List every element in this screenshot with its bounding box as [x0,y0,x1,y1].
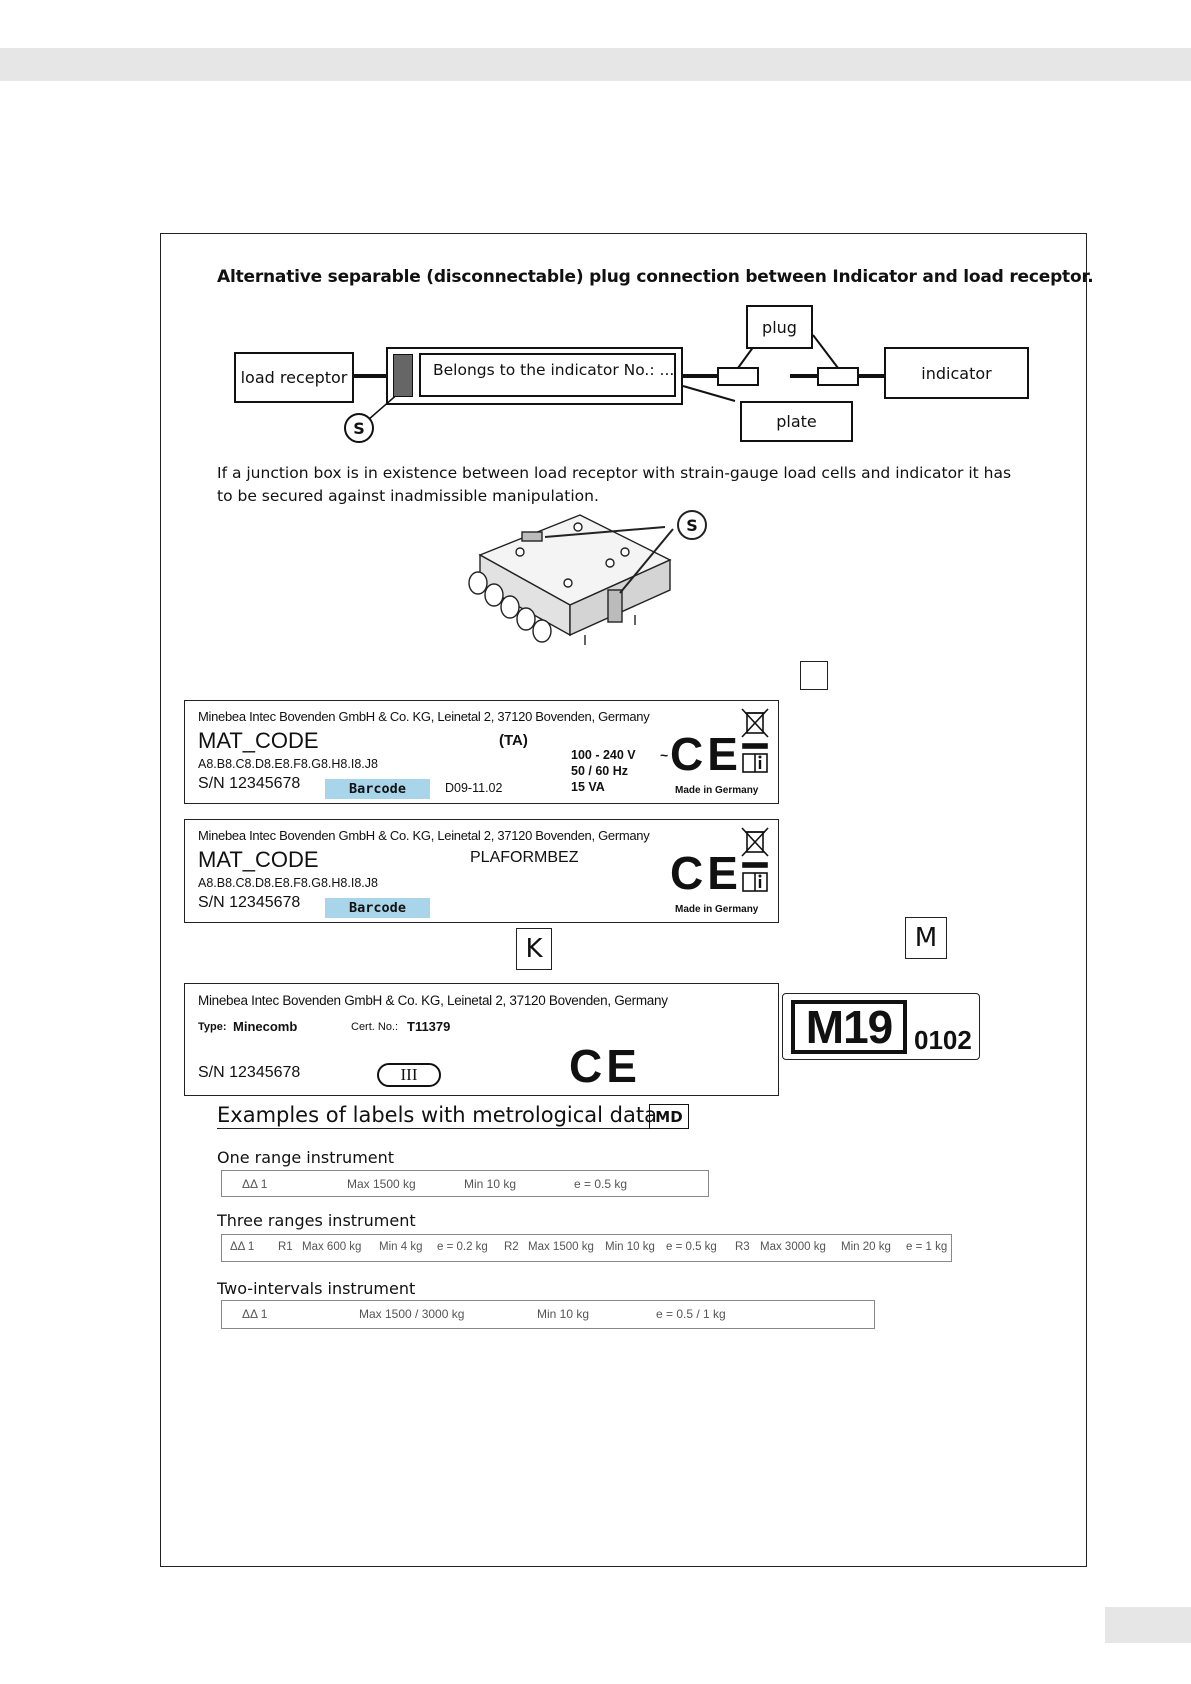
diagram-heading: Alternative separable (disconnectable) plug connection between Indicator and load receptor. [217,267,1094,287]
notified-body-number: 0102 [914,1025,972,1055]
belongs-to-text: Belongs to the indicator No.: ... [419,353,676,397]
marker-k: K [516,928,552,970]
one-range-strip [221,1170,709,1197]
weee-icon [738,826,772,892]
indicator-plate-box [386,347,683,405]
two-intervals-title: Two-intervals instrument [217,1279,416,1298]
cable-gland [533,620,551,642]
cable-gland [517,608,535,630]
material-codes: A8.B8.C8.D8.E8.F8.G8.H8.I8.J8 [198,757,378,771]
ce-mark: CE [670,728,742,780]
barcode-field: Barcode [325,779,430,799]
type-label-platform [184,819,779,923]
weighing-symbol: ΔΔ 1 [242,1177,268,1191]
md-badge: MD [649,1104,689,1129]
max-capacity: Max 1500 kg [528,1241,594,1253]
junction-box-note: If a junction box is in existence between load receptor with strain-gauge load cells and indicator it has to be secured against inadmissible manipulation. [217,464,1012,505]
type-label-minecomb [184,983,779,1096]
min-capacity: Min 10 kg [537,1307,590,1321]
screw [574,523,582,531]
examples-heading: Examples of labels with metrological data [217,1103,657,1127]
plate-label: plate [740,401,853,442]
mat-code: MAT_CODE [198,847,319,872]
type-value: Minecomb [233,1019,298,1034]
serial-number: S/N 12345678 [198,775,301,792]
screw [564,579,572,587]
ce-mark: CE [569,1040,641,1092]
marker-m: M [905,917,947,959]
load-receptor-box: load receptor [234,352,354,403]
type-label-indicator [184,700,779,804]
min-capacity: Min 20 kg [841,1241,891,1253]
serial-number: S/N 12345678 [198,894,301,911]
manufacturer-text: Minebea Intec Bovenden GmbH & Co. KG, Leinetal 2, 37120 Bovenden, Germany [198,828,650,843]
barcode-field: Barcode [325,898,430,918]
seal-sticker [522,532,542,541]
junction-box-illustration [460,505,720,655]
range-label: R2 [504,1241,519,1253]
mat-code: MAT_CODE [198,728,319,753]
ce-mark: CE [670,847,742,899]
platform-name: PLAFORMBEZ [470,849,579,866]
frequency-text: 50 / 60 Hz [571,764,628,778]
seal-sticker [608,590,622,622]
one-range-title: One range instrument [217,1148,395,1167]
plug-right-shape [818,368,858,385]
voltage-text: 100 - 240 V [571,748,636,762]
cert-value: T11379 [407,1019,451,1034]
plate-pointer [683,386,735,401]
screw [606,559,614,567]
serial-number: S/N 12345678 [198,1064,301,1081]
page-number-box [1105,1607,1191,1643]
three-ranges-strip [221,1234,952,1262]
manufacturer-text: Minebea Intec Bovenden GmbH & Co. KG, Leinetal 2, 37120 Bovenden, Germany [198,709,650,724]
min-capacity: Min 4 kg [379,1241,423,1253]
made-in-text: Made in Germany [675,785,759,796]
plug-left-shape [718,368,758,385]
seal-symbol: S [353,419,365,438]
empty-marker-box [800,661,828,690]
plug-pointer [813,335,838,368]
weighing-symbol: ΔΔ 1 [230,1241,255,1253]
verification-interval: e = 0.5 kg [666,1241,717,1253]
verification-interval: e = 0.5 kg [574,1177,628,1191]
weee-icon [738,707,772,773]
material-codes: A8.B8.C8.D8.E8.F8.G8.H8.I8.J8 [198,876,378,890]
verification-interval: e = 0.5 / 1 kg [656,1307,726,1321]
seal-symbol: S [686,516,698,535]
made-in-text: Made in Germany [675,904,759,915]
max-capacity: Max 1500 kg [347,1177,416,1191]
max-capacity: Max 3000 kg [760,1241,826,1253]
cable-gland [485,584,503,606]
screw [516,548,524,556]
ac-symbol: ~ [660,747,669,763]
cable-gland [469,572,487,594]
cable-gland [501,596,519,618]
plug-label: plug [746,305,813,349]
manufacturer-text: Minebea Intec Bovenden GmbH & Co. KG, Leinetal 2, 37120 Bovenden, Germany [198,993,668,1008]
date-code: D09-11.02 [445,781,503,795]
seal-marker [393,354,413,397]
max-capacity: Max 1500 / 3000 kg [359,1307,465,1321]
verification-interval: e = 0.2 kg [437,1241,488,1253]
power-text: 15 VA [571,780,605,794]
ta-text: (TA) [499,732,528,749]
metrology-mark [782,993,980,1060]
weighing-symbol: ΔΔ 1 [242,1307,268,1321]
max-capacity: Max 600 kg [302,1241,362,1253]
min-capacity: Min 10 kg [605,1241,655,1253]
cert-label: Cert. No.: [351,1021,399,1033]
verification-interval: e = 1 kg [906,1241,948,1253]
indicator-box: indicator [884,347,1029,399]
range-label: R3 [735,1241,750,1253]
m19-mark: M19 [791,1000,907,1054]
min-capacity: Min 10 kg [464,1177,517,1191]
three-ranges-title: Three ranges instrument [217,1211,416,1230]
type-label: Type: [198,1021,227,1033]
two-intervals-strip [221,1300,875,1329]
accuracy-class-badge: III [377,1063,441,1087]
range-label: R1 [278,1241,293,1253]
screw [621,548,629,556]
